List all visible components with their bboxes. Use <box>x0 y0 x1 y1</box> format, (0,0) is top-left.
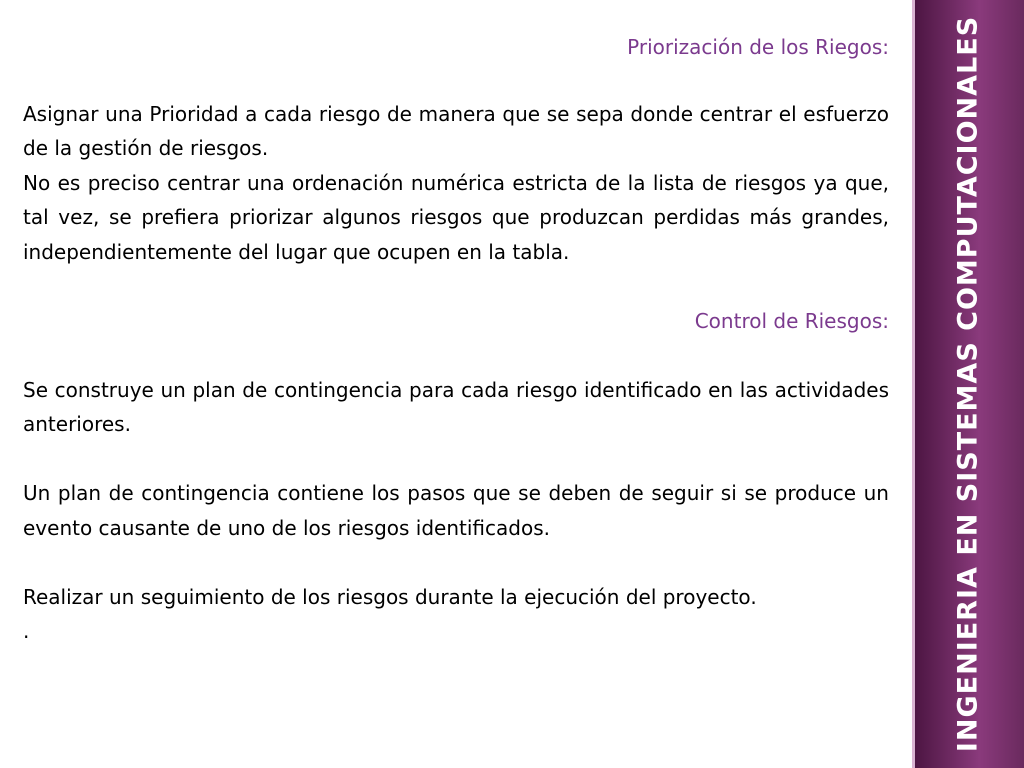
title-sidebar <box>912 0 1024 768</box>
spacer <box>23 269 889 304</box>
control-paragraph-2: Un plan de contingencia contiene los pasos que se deben de seguir si se produce un evento causante de uno de los riesgos identificados. <box>23 481 889 540</box>
control-paragraph-1: Se construye un plan de contingencia para cada riesgo identificado en las actividades anteriores. <box>23 377 889 436</box>
priorizacion-heading: Priorización de los Riegos: <box>627 35 889 59</box>
priorizacion-paragraph-1: Asignar una Prioridad a cada riesgo de manera que se sepa donde centrar el esfuerzo de la gestión de riesgos. <box>23 101 889 160</box>
spacer <box>23 338 889 373</box>
spacer <box>23 65 889 97</box>
spacer <box>23 442 889 477</box>
control-heading: Control de Riesgos: <box>694 308 889 333</box>
spacer <box>23 545 889 580</box>
trailing-bullet-mark: . <box>23 619 30 643</box>
sidebar-edge-line <box>912 0 915 768</box>
priorizacion-paragraph-2: No es preciso centrar una ordenación numérica estricta de la lista de riesgos ya que, tal vez, se prefiera priorizar algunos riesgos que produzcan perdidas más grandes, independientemente del lugar que ocupen en la tabla. <box>23 170 889 264</box>
sidebar-title: INGENIERIA EN SISTEMAS COMPUTACIONALES <box>952 15 984 753</box>
control-paragraph-3: Realizar un seguimiento de los riesgos durante la ejecución del proyecto. <box>23 584 757 609</box>
slide-content <box>23 30 889 649</box>
